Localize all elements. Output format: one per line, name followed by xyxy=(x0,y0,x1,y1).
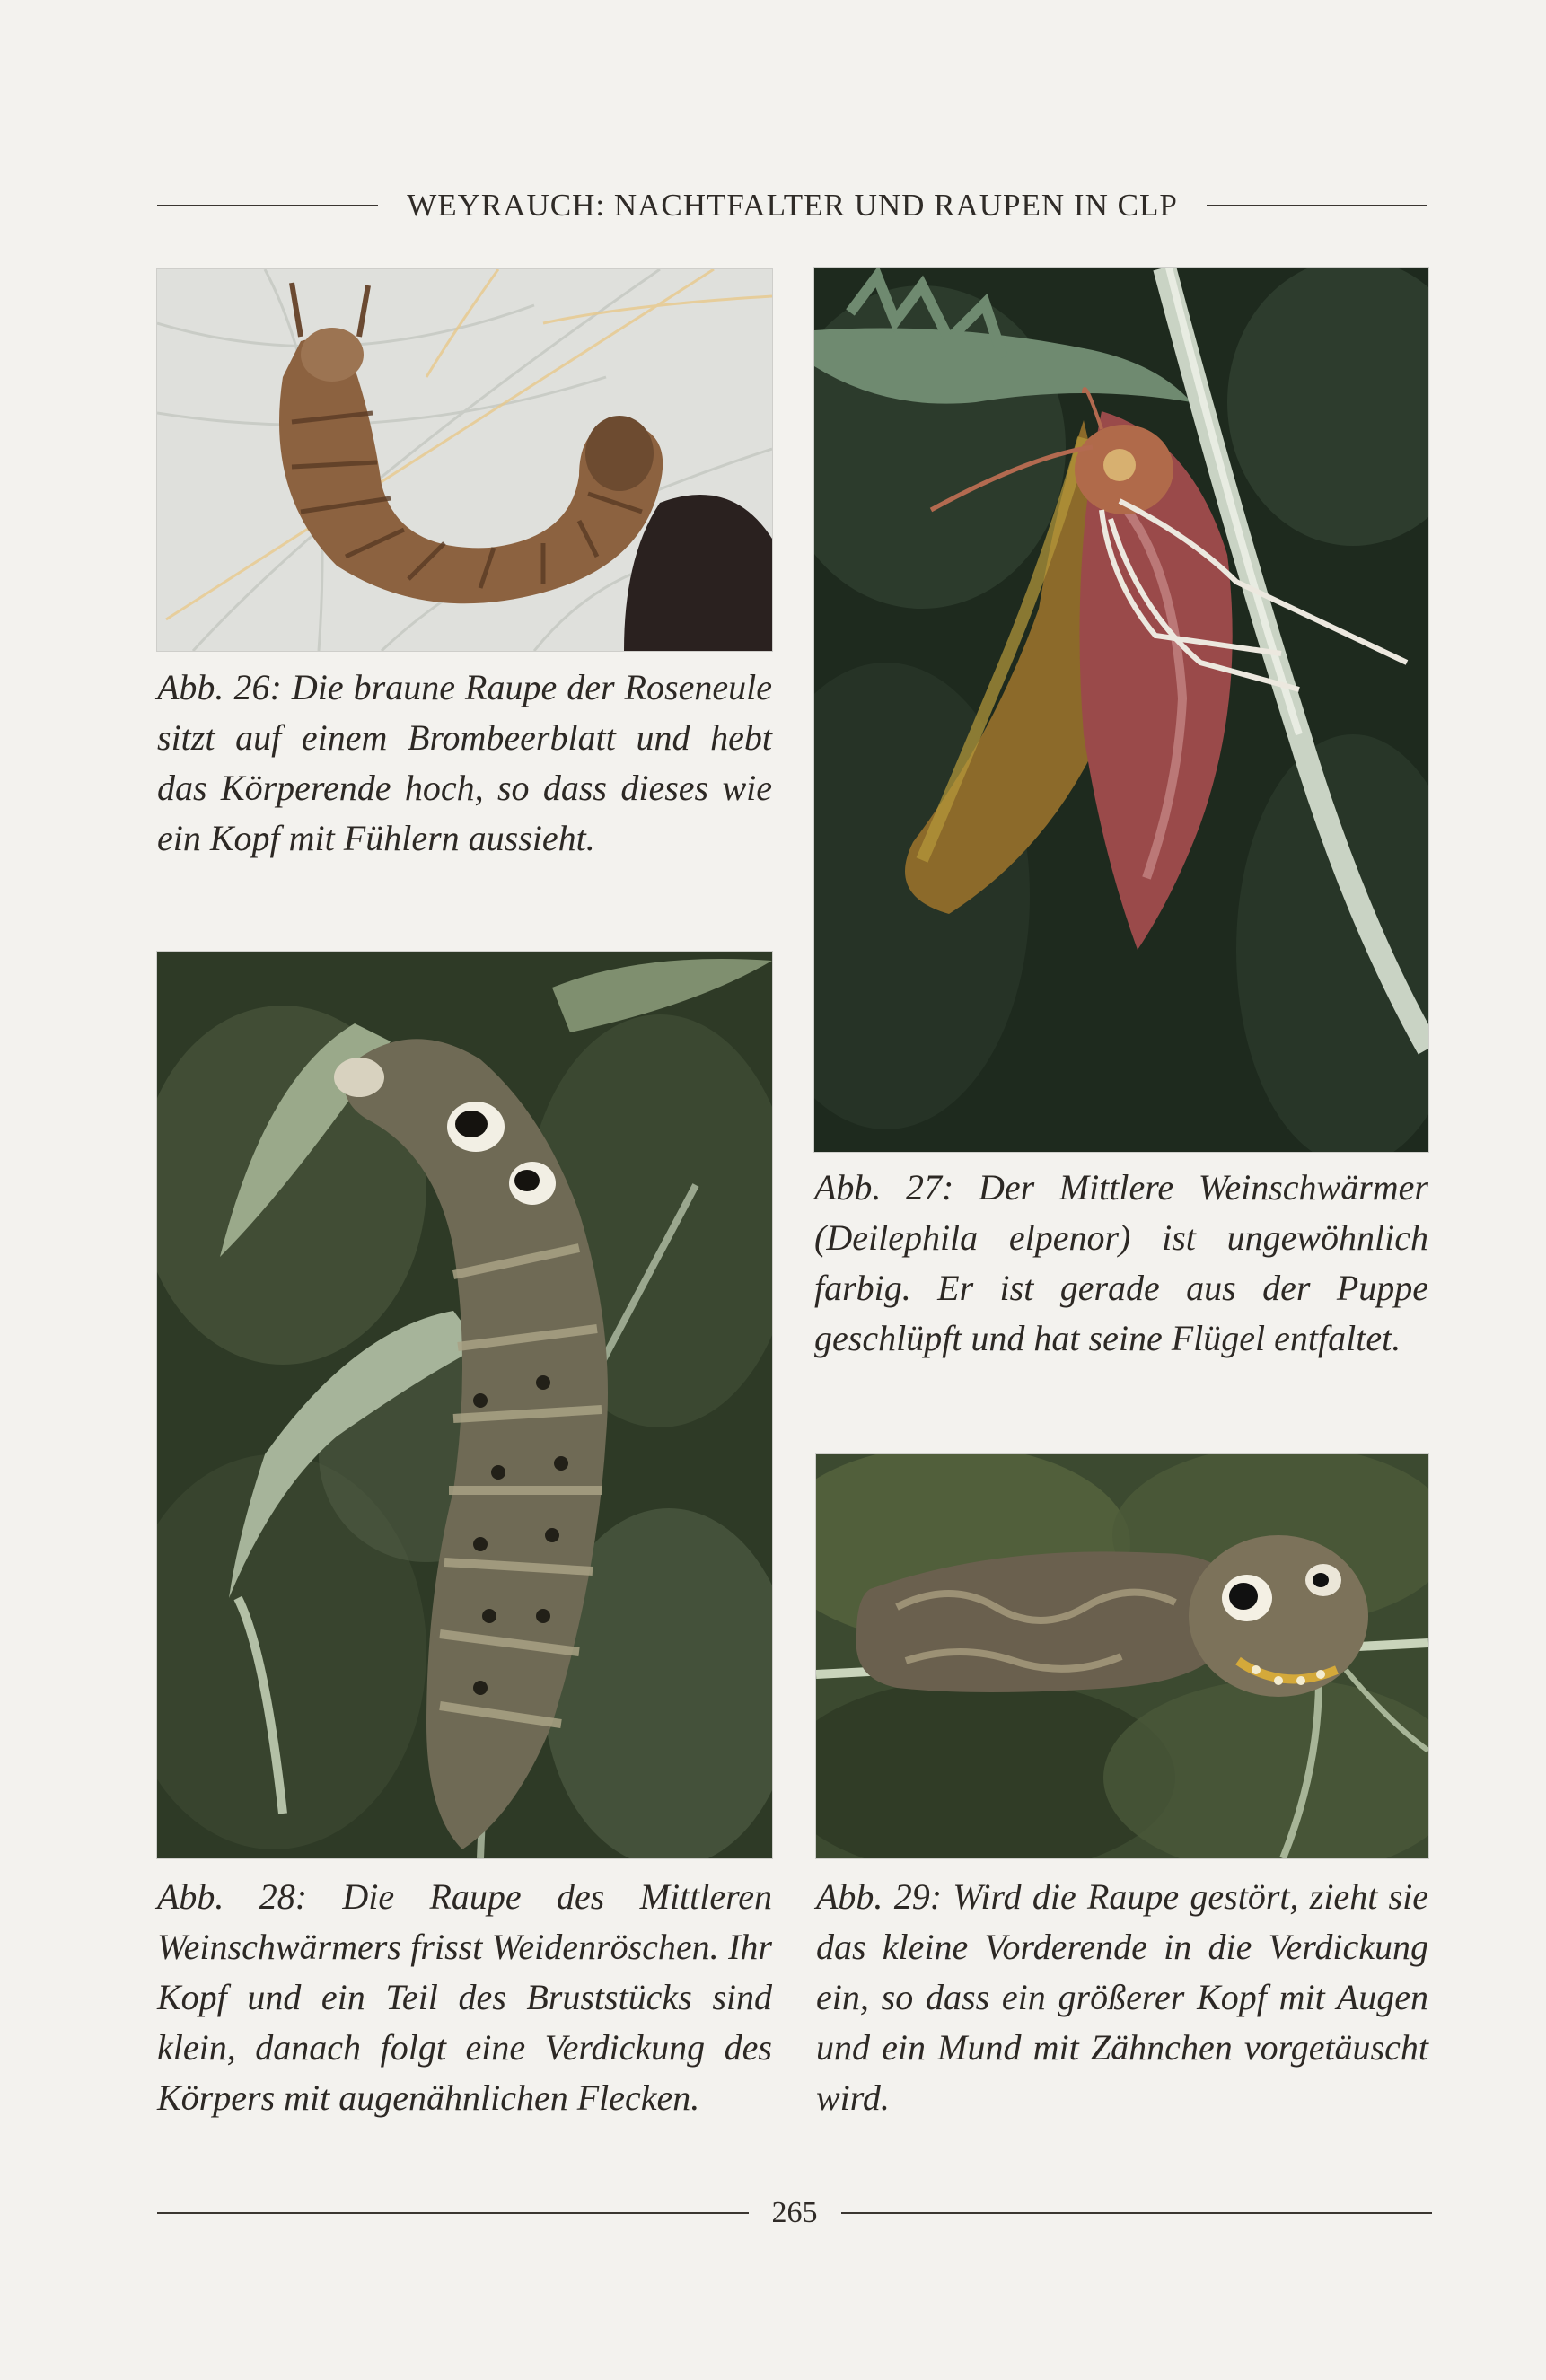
running-header xyxy=(157,183,1427,228)
photo-elephant-hawk-moth xyxy=(814,268,1428,1152)
photo-elephant-hawk-caterpillar-feeding xyxy=(157,952,772,1858)
photo-rose-moth-caterpillar xyxy=(157,269,772,651)
caption-abb-29: Abb. 29: Wird die Raupe gestört, zieht sie das kleine Vorderende in die Verdickung ein, so dass ein größerer Kopf mit Augen und ein Mund mit Zähnchen vorgetäuscht wird. xyxy=(816,1876,1428,2118)
caption-abb-26: Abb. 26: Die braune Raupe der Roseneule sitzt auf einem Brombeerblatt und hebt das Körperende hoch, so dass dieses wie ein Kopf mit Fühlern aussieht. xyxy=(157,667,772,858)
caption-abb-27: Abb. 27: Der Mittlere Weinschwärmer (Deilephila elpenor) ist ungewöhnlich farbig. Er ist gerade aus der Puppe geschlüpft und hat seine Flügel entfaltet. xyxy=(814,1167,1428,1358)
header-rule-left xyxy=(157,205,378,206)
footer-rule-right xyxy=(841,2212,1433,2214)
photo-caterpillar-defensive-pose xyxy=(816,1454,1428,1858)
page-footer xyxy=(157,2191,1432,2235)
header-rule-right xyxy=(1207,205,1427,206)
running-title: WEYRAUCH: NACHTFALTER UND RAUPEN IN CLP xyxy=(407,188,1178,223)
page-number: 265 xyxy=(771,2196,818,2229)
caption-abb-28: Abb. 28: Die Raupe des Mittleren Weinschwärmers frisst Weidenröschen. Ihr Kopf und ein Teil des Bruststücks sind klein, danach folgt eine Verdickung des Körpers mit augenähnlichen Flecken. xyxy=(157,1876,772,2118)
footer-rule-left xyxy=(157,2212,749,2214)
